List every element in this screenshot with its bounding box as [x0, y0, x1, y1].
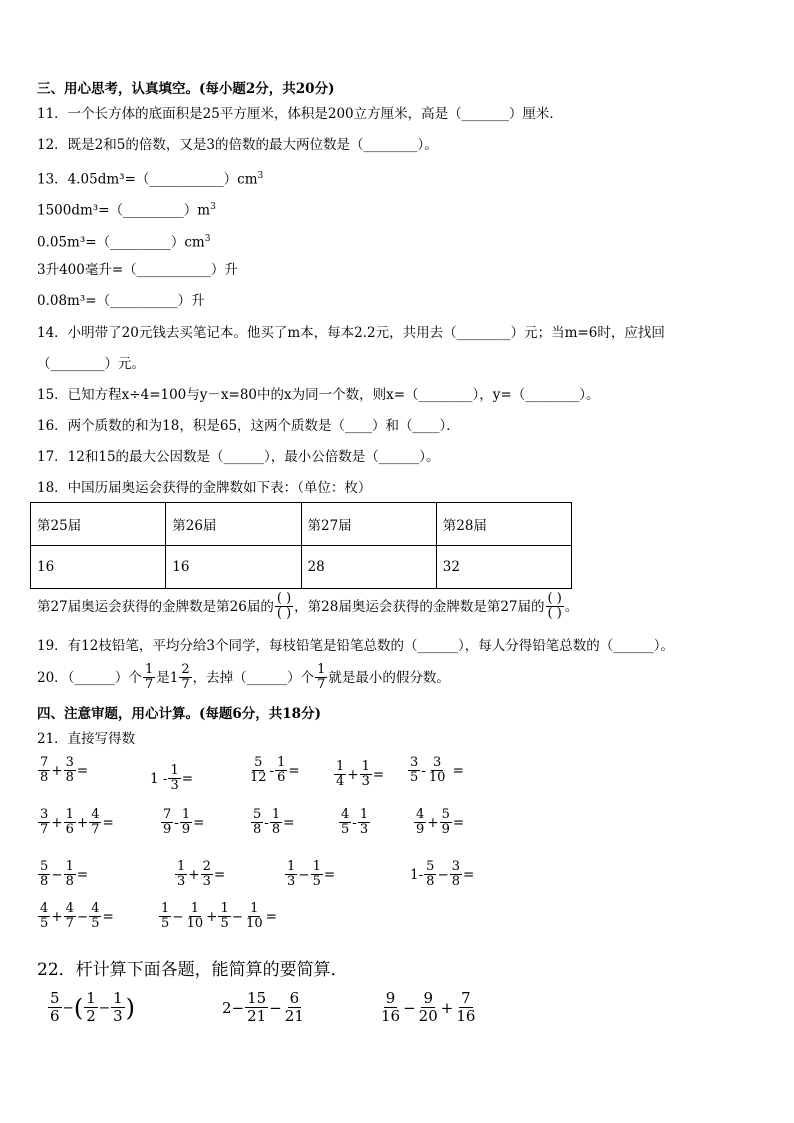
calc-item: $\frac{3}{5}$ - $\frac{3}{10}$ =: [410, 755, 464, 785]
question-17: 17．12和15的最大公因数是（______），最小公倍数是（______）。: [37, 449, 440, 465]
question-18: 18．中国历届奥运会获得的金牌数如下表：（单位：枚）: [37, 480, 372, 496]
calc-item: $\frac{5}{6}$ − ( $\frac{1}{2}$ − $\frac{1}{3}$ ): [50, 989, 136, 1025]
calc-item: $\frac{4}{9}$ + $\frac{5}{9}$ =: [416, 807, 465, 837]
question-16: 16．两个质数的和为18，积是65，这两个质数是（____）和（____）．: [37, 418, 460, 434]
table-cell: 16: [31, 546, 166, 589]
calc-item: $\frac{1}{3}$ − $\frac{1}{5}$ =: [287, 859, 336, 889]
table-row: [31, 503, 572, 546]
question-19: 19．有12枝铅笔，平均分给3个同学，每枝铅笔是铅笔总数的（______），每人分得铅笔总数的（______）。: [37, 638, 674, 654]
question-22: 22．杆计算下面各题，能简算的要简算．: [37, 960, 348, 980]
calc-item: $\frac{5}{8}$ - $\frac{1}{8}$ =: [253, 807, 295, 837]
table-header-cell: 第26届: [166, 503, 301, 546]
section-3-heading: 三、用心思考，认真填空。(每小题2分，共20分): [37, 81, 335, 97]
section-4-heading: 四、注意审题，用心计算。(每题6分，共18分): [37, 706, 321, 722]
table-cell: 32: [436, 546, 571, 589]
question-21: 21．直接写得数: [37, 731, 136, 747]
calc-item: $\frac{7}{9}$ - $\frac{1}{9}$ =: [163, 807, 205, 837]
calc-item: $\frac{3}{7}$ + $\frac{1}{6}$ + $\frac{4}{7}$ =: [40, 807, 114, 837]
calc-item: $\frac{5}{8}$ − $\frac{1}{8}$ =: [40, 859, 89, 889]
table-header-cell: 第27届: [301, 503, 436, 546]
calc-item: $\frac{1}{3}$ + $\frac{2}{3}$ =: [177, 859, 226, 889]
question-20: 20．（______）个 $\frac{1}{7}$ 是1 $\frac{2}{7}$ ，去掉（______）个 $\frac{1}{7}$ 就是最小的假分数。: [37, 662, 450, 692]
question-11: 11．一个长方体的底面积是25平方厘米，体积是200立方厘米，高是（_______）厘米．: [37, 106, 563, 122]
table-header-cell: 第28届: [436, 503, 571, 546]
question-14: 14．小明带了20元钱去买笔记本。他买了m本，每本2.2元，共用去（________）元；当m=6时，应找回: [37, 325, 665, 341]
question-13c: $0.05m^3=(\_\_\_\_\_\_\_\_\_)cm^3$: [37, 234, 211, 251]
question-12: 12．既是2和5的倍数，又是3的倍数的最大两位数是（________）。: [37, 137, 438, 153]
calc-item: $\frac{1}{4}$ + $\frac{1}{3}$ =: [336, 759, 385, 789]
question-14-cont: （________）元。: [37, 356, 145, 372]
table-cell: 16: [166, 546, 301, 589]
question-13a: 13．$4.05dm^3=(\_\_\_\_\_\_\_\_\_\_\_)cm^3$: [37, 171, 264, 188]
calc-item: $\frac{4}{5}$ - $\frac{1}{3}$: [341, 807, 369, 837]
calc-item: $\frac{9}{16}$ − $\frac{9}{20}$ + $\frac{7}{16}$: [381, 989, 476, 1025]
question-13d: 3升400毫升=（___________）升: [37, 262, 238, 278]
table-cell: 28: [301, 546, 436, 589]
medal-table: [30, 502, 572, 589]
table-row: [31, 546, 572, 589]
calc-item: 2− $\frac{15}{21}$ − $\frac{6}{21}$: [222, 989, 304, 1025]
calc-item: 1 - $\frac{1}{3}$ =: [150, 763, 194, 793]
calc-item: 1- $\frac{5}{8}$ − $\frac{3}{8}$ =: [410, 859, 475, 889]
calc-item: $\frac{5}{12}$ - $\frac{1}{6}$ =: [250, 755, 300, 785]
calc-item: $\frac{7}{8}$ + $\frac{3}{8}$ =: [40, 755, 89, 785]
table-header-cell: 第25届: [31, 503, 166, 546]
question-13e: 0.08m³=（__________）升: [37, 293, 205, 309]
calc-item: $\frac{4}{5}$ + $\frac{4}{7}$ − $\frac{4}{5}$ =: [40, 901, 114, 931]
question-15: 15．已知方程x÷4=100与y－x=80中的x为同一个数，则x=（________），y=（________）。: [37, 387, 600, 403]
calc-item: $\frac{1}{5}$ − $\frac{1}{10}$ + $\frac{1}{5}$ − $\frac{1}{10}$ =: [161, 901, 277, 931]
question-18b: 第27届奥运会获得的金牌数是第26届的 $\frac{( )}{( )}$ ，第28届奥运会获得的金牌数是第27届的 $\frac{( )}{( )}$ 。: [37, 591, 579, 621]
question-13b: $1500dm^3=(\_\_\_\_\_\_\_\_\_)m^3$: [37, 202, 216, 219]
